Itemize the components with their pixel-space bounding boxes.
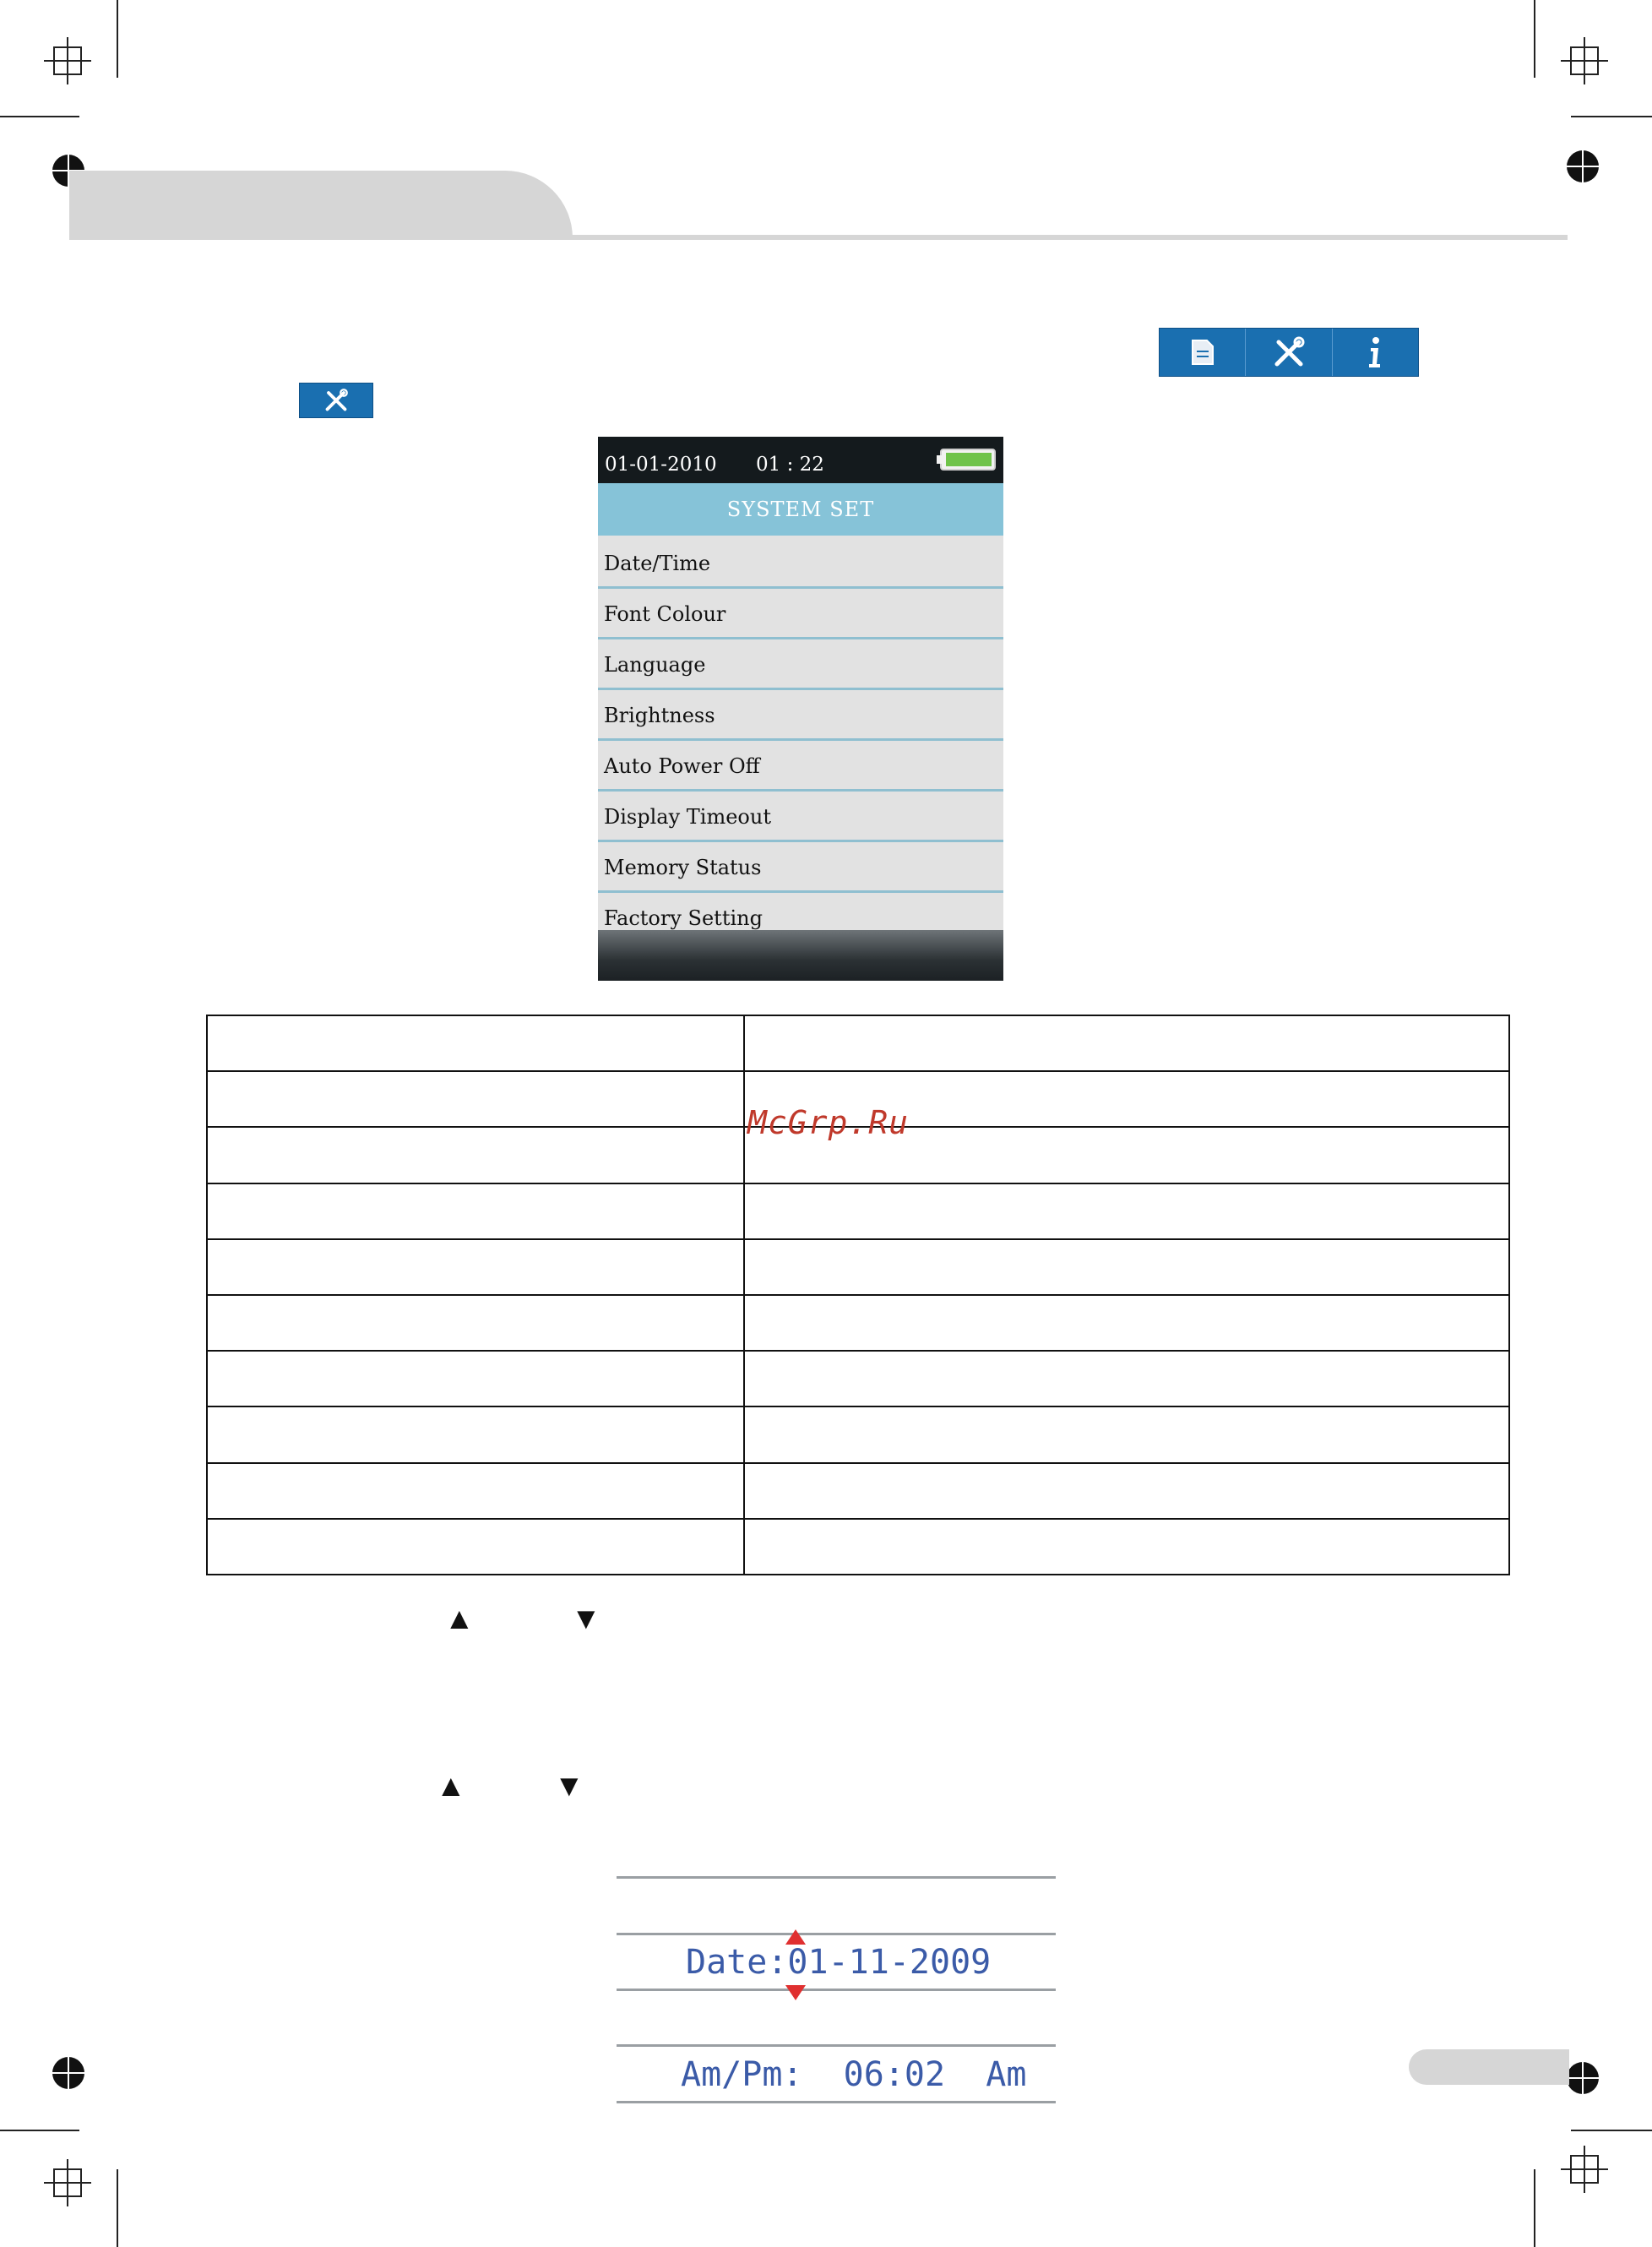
crop-mark-top-left [117, 0, 118, 78]
system-set-tool-button[interactable] [299, 383, 373, 418]
menu-item-memory-status[interactable]: Memory Status [598, 842, 1003, 893]
table-cell [207, 1463, 744, 1519]
table-row [207, 1183, 1509, 1239]
table-cell [207, 1295, 744, 1351]
screen-title: SYSTEM SET [598, 483, 1003, 536]
table-cell [744, 1519, 1509, 1575]
table-row [207, 1519, 1509, 1575]
tools-icon [323, 388, 350, 413]
registration-crosshair-icon [1561, 37, 1608, 84]
table-cell [207, 1351, 744, 1406]
toolbar-info-button[interactable] [1333, 329, 1418, 376]
table-cell [744, 1406, 1509, 1462]
registration-crosshair-icon [44, 2159, 91, 2206]
table-cell [207, 1519, 744, 1575]
am-pm-field[interactable]: Am/Pm: 06:02 Am [681, 2055, 1027, 2094]
table-cell [207, 1406, 744, 1462]
decrease-arrow-icon[interactable] [785, 1985, 806, 2000]
tools-icon [1272, 335, 1306, 369]
table-row [207, 1463, 1509, 1519]
crop-mark-top-right-h [1571, 116, 1652, 117]
registration-crosshair-icon [44, 37, 91, 84]
crop-mark-bottom-left-h [0, 2130, 79, 2131]
table-cell [744, 1239, 1509, 1295]
device-screen [598, 437, 1003, 981]
panel-divider [617, 1933, 1056, 1935]
document-icon [1190, 338, 1215, 367]
crop-mark-bottom-right [1534, 2169, 1535, 2247]
info-icon [1365, 335, 1385, 369]
table-cell [207, 1127, 744, 1183]
settings-table [206, 1015, 1510, 1575]
table-row [207, 1295, 1509, 1351]
down-arrow-icon: ▼ [571, 1601, 601, 1635]
toolbar-document-button[interactable] [1160, 329, 1246, 376]
menu-item-display-timeout[interactable]: Display Timeout [598, 792, 1003, 842]
battery-icon [936, 448, 997, 471]
table-cell [744, 1351, 1509, 1406]
crop-mark-bottom-right-h [1571, 2130, 1652, 2131]
crop-mark-bottom-left [117, 2169, 118, 2247]
registration-dot-icon [1567, 150, 1599, 182]
header-rule [69, 235, 1568, 240]
section-header-tab [69, 171, 573, 240]
table-cell [207, 1015, 744, 1071]
page-number-tab [1409, 2049, 1569, 2085]
menu-item-brightness[interactable]: Brightness [598, 690, 1003, 741]
crop-mark-top-left-h [0, 116, 79, 117]
table-row [207, 1015, 1509, 1071]
registration-dot-icon [1567, 2062, 1599, 2094]
status-time: 01 : 22 [756, 454, 824, 476]
crop-mark-top-right [1534, 0, 1535, 78]
registration-crosshair-icon [1561, 2146, 1608, 2193]
menu-item-font-colour[interactable]: Font Colour [598, 589, 1003, 639]
table-cell [744, 1463, 1509, 1519]
table-cell [207, 1183, 744, 1239]
screen-footer-bar [598, 930, 1003, 981]
panel-divider [617, 2044, 1056, 2047]
table-row [207, 1351, 1509, 1406]
status-date: 01-01-2010 [605, 454, 717, 476]
panel-divider [617, 2101, 1056, 2103]
table-cell [744, 1015, 1509, 1071]
table-cell [744, 1295, 1509, 1351]
registration-dot-icon [52, 2057, 84, 2089]
table-cell [207, 1239, 744, 1295]
menu-toolbar [1159, 328, 1419, 377]
system-set-menu [598, 538, 1003, 944]
menu-item-auto-power-off[interactable]: Auto Power Off [598, 741, 1003, 792]
table-row [207, 1406, 1509, 1462]
menu-item-factory-setting[interactable]: Factory Setting [604, 906, 763, 930]
menu-item-language[interactable]: Language [598, 639, 1003, 690]
panel-divider [617, 1989, 1056, 1991]
watermark-text: McGrp.Ru [747, 1104, 910, 1141]
table-cell [207, 1071, 744, 1127]
down-arrow-icon: ▼ [554, 1768, 584, 1803]
date-field[interactable]: Date:01-11-2009 [686, 1943, 992, 1982]
panel-divider [617, 1876, 1056, 1879]
toolbar-tools-button[interactable] [1246, 329, 1332, 376]
up-arrow-icon: ▲ [444, 1601, 475, 1635]
up-arrow-icon: ▲ [436, 1768, 466, 1803]
menu-item-date-time[interactable]: Date/Time [598, 538, 1003, 589]
status-bar [598, 437, 1003, 483]
table-cell [744, 1183, 1509, 1239]
table-row [207, 1239, 1509, 1295]
